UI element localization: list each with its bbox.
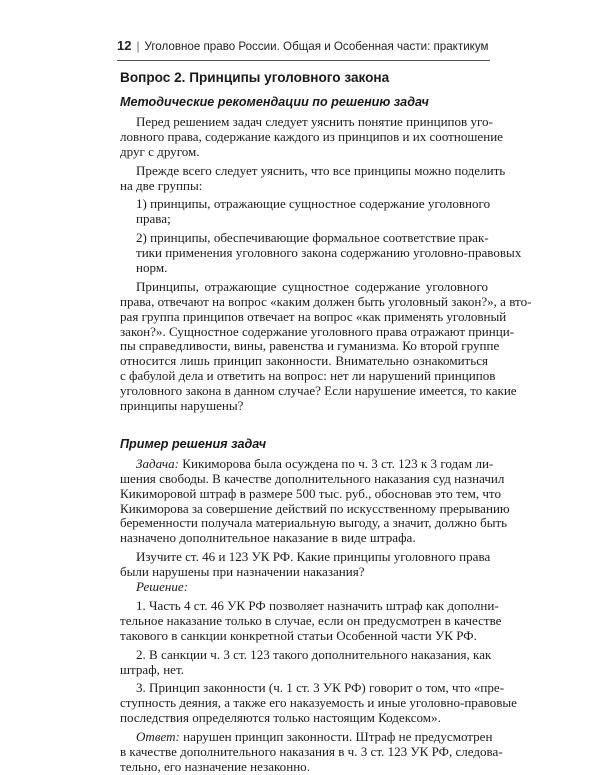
text-line: штраф, нет. [120,661,184,677]
task-label: Задача: [136,455,180,471]
text-line: 3. Принцип законности (ч. 1 ст. 3 УК РФ) говорит о том, что «пре- [136,680,505,696]
text-line: ступность деяния, а также его наказуемость и иные уголовно-правовые [120,695,517,711]
text-line: Кикиморова за совершение действий по искусственному прерыванию [120,500,510,516]
text-line: норм. [136,260,168,276]
subsection-title-example: Пример решения задач [120,436,267,451]
text-line: 1) принципы, отражающие сущностное содержание уголовного [136,196,491,212]
text-line: Прежде всего следует уяснить, что все принципы можно поделить [136,162,506,178]
text-line: уголовного закона в данном случае? Если нарушение имеется, то какие [120,383,517,399]
running-title: Уголовное право России. Общая и Особенная части: практикум [144,40,489,53]
answer-label: Ответ: [136,729,180,745]
text-line: рая группа принципов отвечает на вопрос «как применять уголовный [120,308,507,324]
text-line [120,580,488,595]
section-title: Вопрос 2. Принципы уголовного закона [120,70,390,85]
text-line: были нарушены при назначении наказания? [120,564,365,580]
header-separator: | [136,40,140,53]
text-line: последствия определяются только настоящим Кодексом». [120,710,441,726]
running-header [117,38,490,61]
text-line [120,455,494,472]
text-line: друг с другом. [120,143,200,159]
text-line: закон?». Сущностное содержание уголовного права отражают принци- [120,323,515,339]
text-line: пы справедливости, вины, равенства и гуманизма. Ко второй группе [120,338,500,354]
text-line: права, отвечают на вопрос «каким должен быть уголовный закон?», а вто- [120,293,532,309]
text-line: назначено дополнительное наказание в виде штрафа. [120,530,416,546]
text-line: в качестве дополнительного наказания в ч. 3 ст. 123 УК РФ, следова- [120,743,503,759]
page-number: 12 [117,38,132,53]
text-line: на две группы: [120,177,203,193]
text-line: Изучите ст. 46 и 123 УК РФ. Какие принципы уголовного права [136,549,491,565]
text-line: 1. Часть 4 ст. 46 УК РФ позволяет назначить штраф как дополни- [136,597,499,613]
text-line: принципы нарушены? [120,398,244,414]
text-line: с фабулой дела и ответить на вопрос: нет ли нарушений принципов [120,368,496,384]
text-line: тельно, его назначение незаконно. [120,758,310,774]
text-line: беременности получала материальную выгоду, а значит, должно быть [120,515,508,531]
subsection-title-methodology: Методические рекомендации по решению задач [120,95,429,109]
page-content [120,68,532,775]
task-line-text: Кикиморова была осуждена по ч. 3 ст. 123 к 3 годам ли- [179,455,494,471]
text-line: Перед решением задач следует уяснить понятие принципов уго- [136,114,493,129]
text-line: относится лишь принцип законности. Внимательно ознакомиться [120,353,488,369]
text-line: Принципы, отражающие сущностное содержание уголовного [136,278,488,294]
text-line: 2) принципы, обеспечивающие формальное соответствие прак- [136,230,489,246]
methodology-body [120,114,532,414]
text-line: такового в санкции конкретной статьи Особенной части УК РФ. [120,627,477,643]
example-body [120,455,517,775]
answer-line-text: нарушен принцип законности. Штраф не предусмотрен [179,729,493,745]
text-line [120,729,493,745]
solution-label: Решение: [136,579,189,595]
text-line: шения свободы. В качестве дополнительного наказания суд назначил [120,470,505,486]
text-line: Кикиморовой штраф в размере 500 тыс. руб., обосновав это тем, что [120,485,501,501]
text-line: тельное наказание только в случае, если он предусмотрен в качестве [120,612,502,628]
text-line: 2. В санкции ч. 3 ст. 123 такого дополнительного наказания, как [136,646,492,662]
text-line: права; [136,211,171,227]
text-line: тики применения уголовного закона содержанию уголовно-правовых [136,245,522,261]
text-line: ловного права, содержание каждого из принципов и их соотношение [120,128,503,144]
